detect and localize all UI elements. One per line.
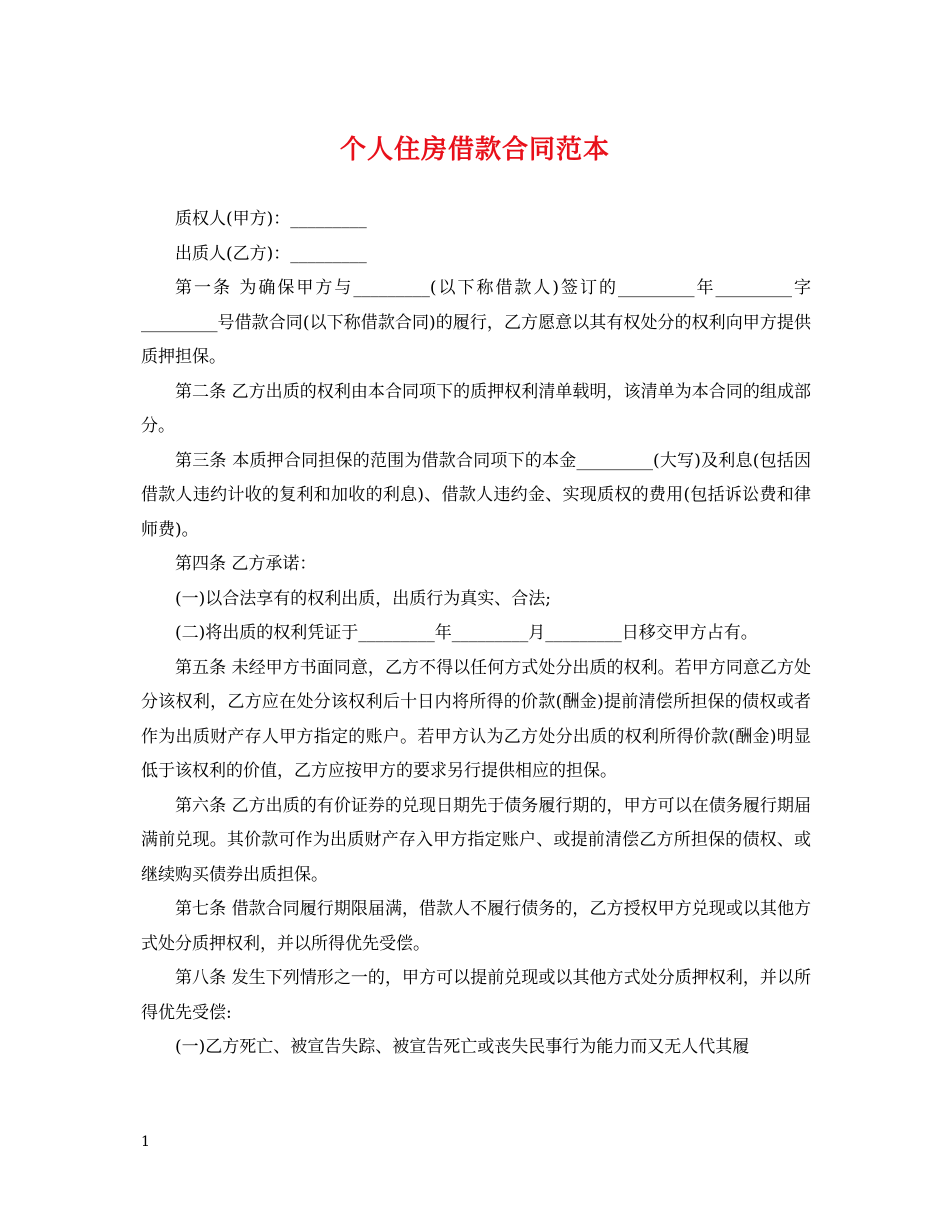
- paragraph-article-1: 第一条 为确保甲方与_________(以下称借款人)签订的_________年_________字_________号借款合同(以下称借款合同)的履行，乙方愿意以其有权处分的权利向甲方提供质押担保。: [141, 278, 811, 367]
- paragraph-article-4-item-1: (一)以合法享有的权利出质，出质行为真实、合法;: [175, 588, 551, 609]
- paragraph-article-4-item-2: (二)将出质的权利凭证于_________年_________月_________日移交甲方占有。: [175, 623, 758, 643]
- paragraph-article-7: 第七条 借款合同履行期限届满，借款人不履行债务的，乙方授权甲方兑现或以其他方式处分质押权利，并以所得优先受偿。: [141, 899, 811, 954]
- page-number: 1: [141, 1134, 150, 1150]
- paragraph-pledgor: 出质人(乙方)：_________: [175, 243, 367, 264]
- paragraph-pledgee: 质权人(甲方)：_________: [175, 209, 367, 229]
- paragraph-article-3: 第三条 本质押合同担保的范围为借款合同项下的本金_________(大写)及利息(包括因借款人违约计收的复利和加收的利息)、借款人违约金、实现质权的费用(包括诉讼费和律师费)。: [141, 450, 811, 540]
- paragraph-article-4: 第四条 乙方承诺：: [175, 554, 317, 574]
- document-body: [141, 202, 811, 1065]
- paragraph-article-2: 第二条 乙方出质的权利由本合同项下的质押权利清单载明，该清单为本合同的组成部分。: [141, 381, 811, 436]
- paragraph-article-6: 第六条 乙方出质的有价证券的兑现日期先于债务履行期的，甲方可以在债务履行期届满前兑现。其价款可作为出质财产存入甲方指定账户、或提前清偿乙方所担保的债权、或继续购买债券出质担保。: [141, 795, 811, 885]
- document-title: 个人住房借款合同范本: [339, 135, 610, 165]
- paragraph-article-5: 第五条 未经甲方书面同意，乙方不得以任何方式处分出质的权利。若甲方同意乙方处分该权利，乙方应在处分该权利后十日内将所得的价款(酬金)提前清偿所担保的债权或者作为出质财产存人甲方指定的账户。若甲方认为乙方处分出质的权利所得价款(酬金)明显低于该权利的价值，乙方应按甲方的要求另行提供相应的担保。: [141, 657, 811, 781]
- paragraph-article-8-item-1: (一)乙方死亡、被宣告失踪、被宣告死亡或丧失民事行为能力而又无人代其履: [175, 1037, 750, 1057]
- paragraph-article-8: 第八条 发生下列情形之一的，甲方可以提前兑现或以其他方式处分质押权利，并以所得优先受偿:: [141, 968, 811, 1023]
